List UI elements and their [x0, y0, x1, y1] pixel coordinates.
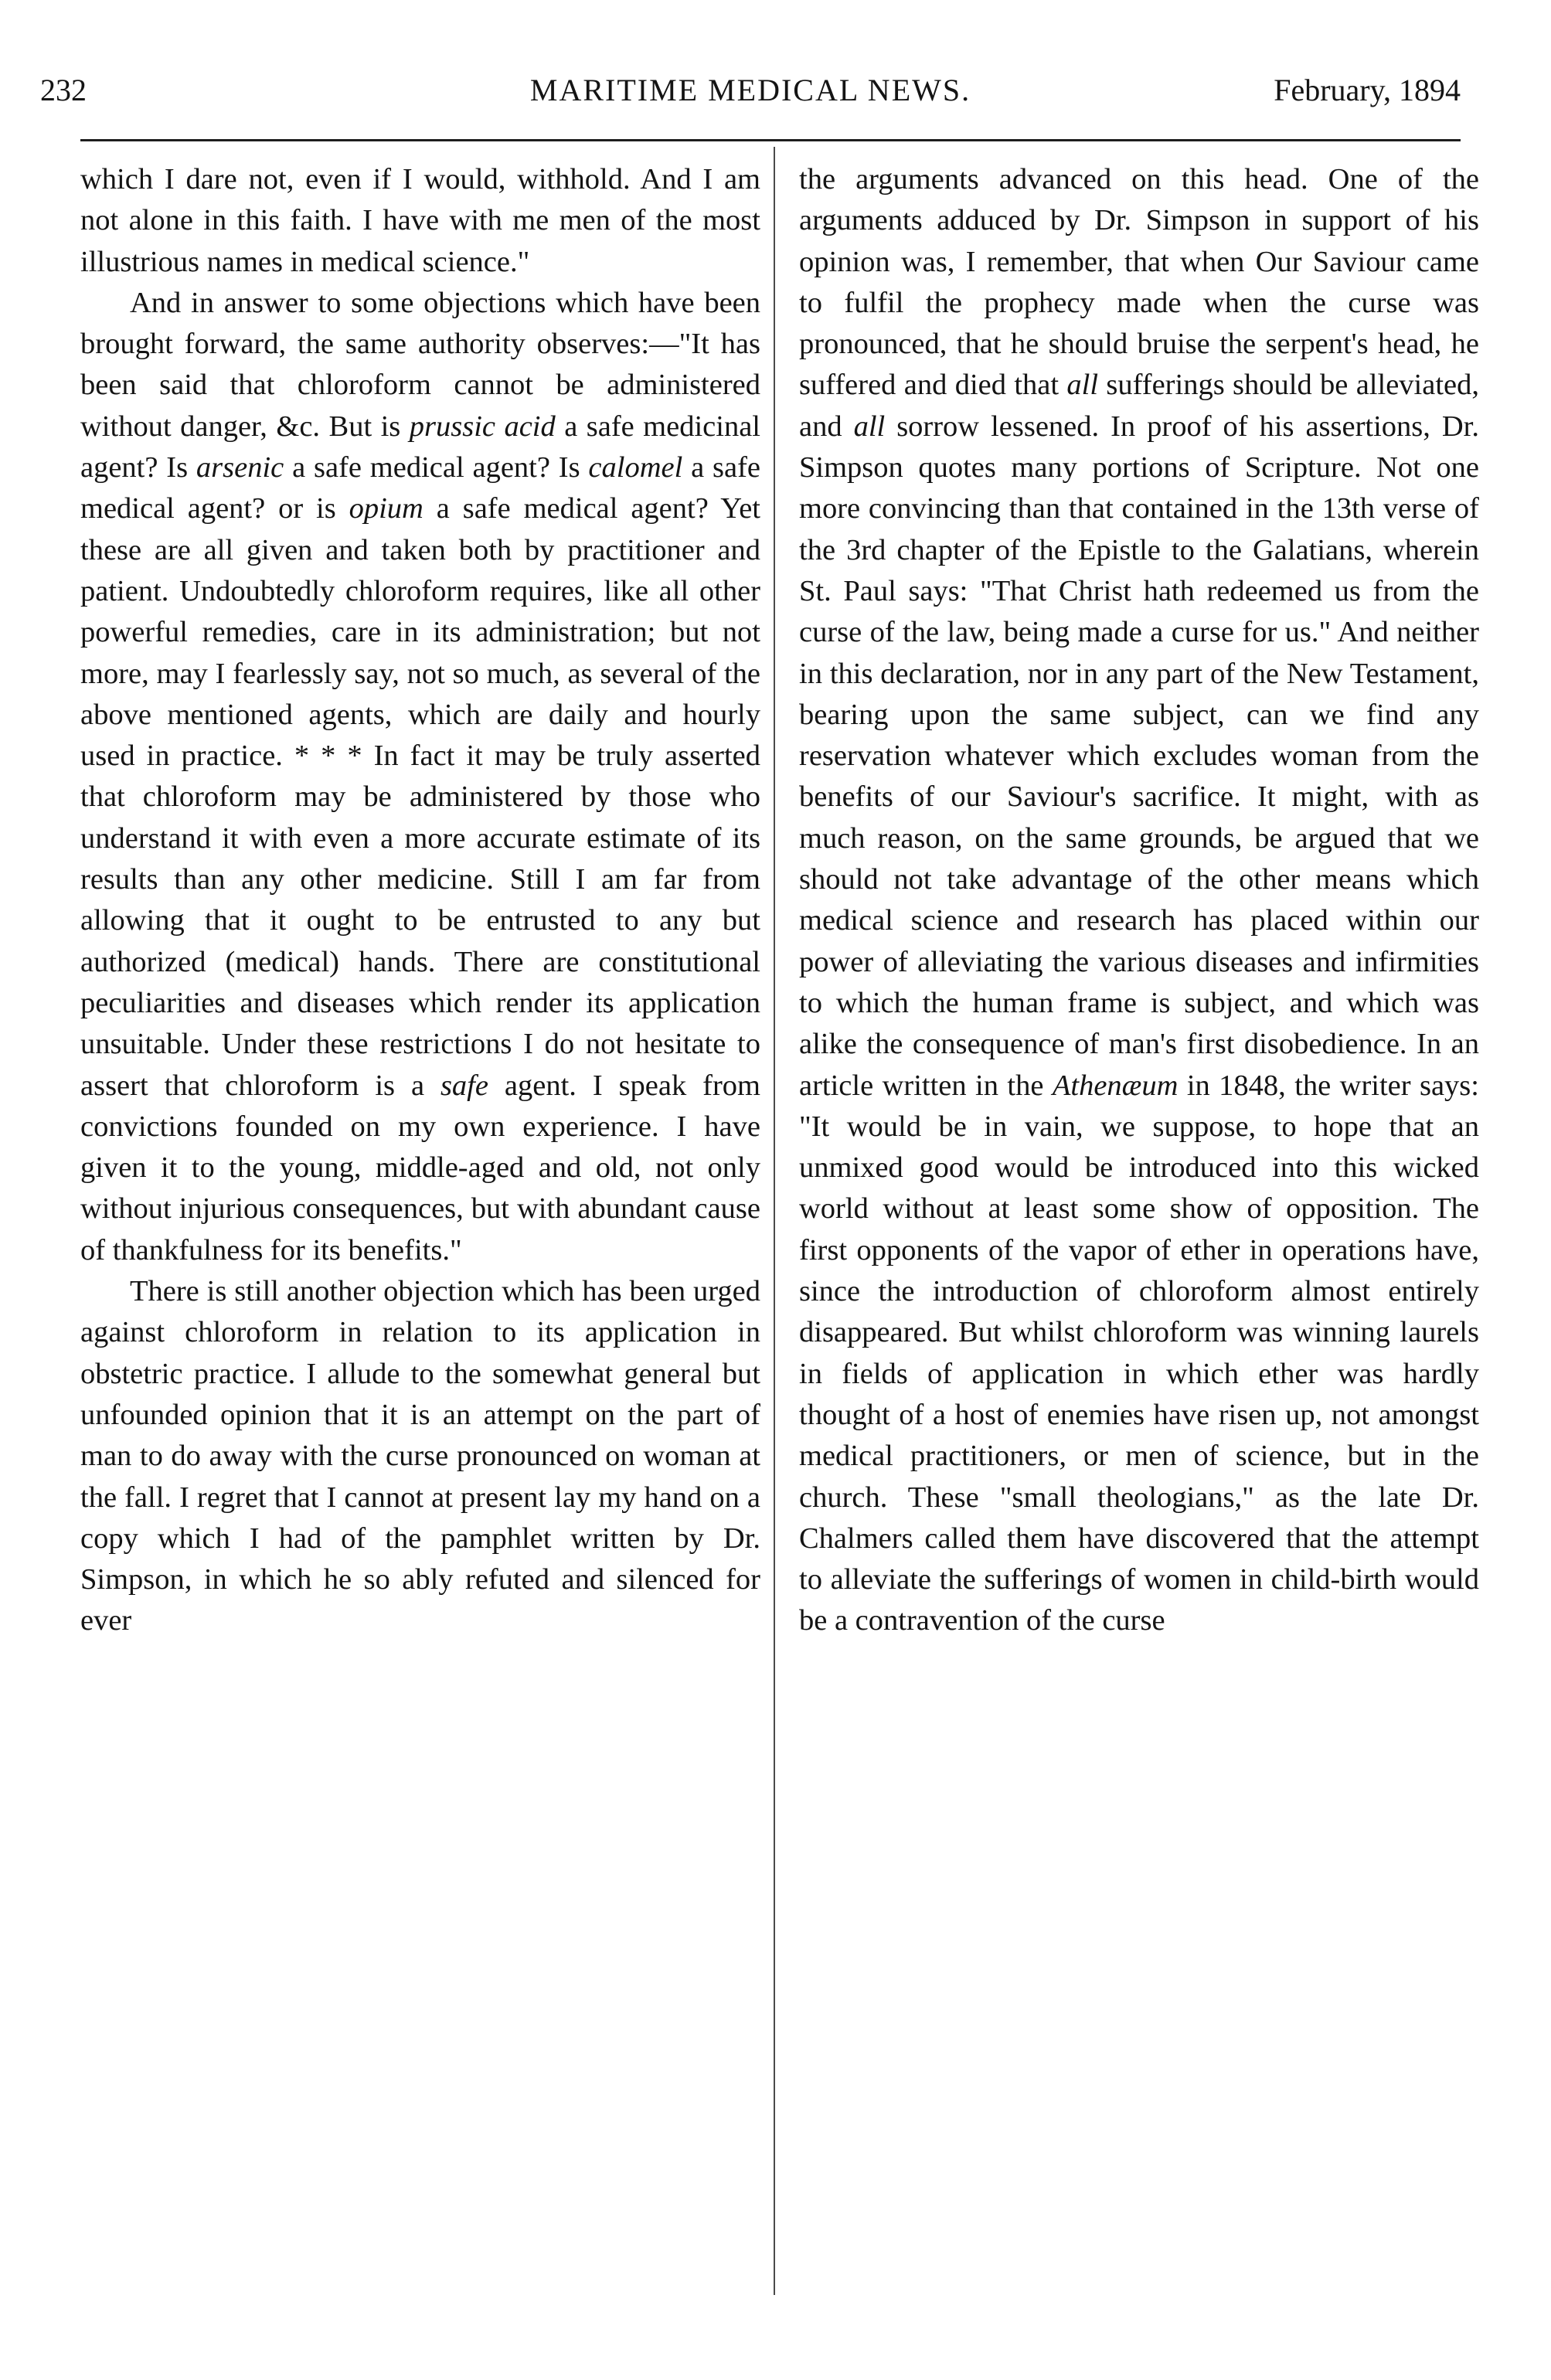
left-paragraph-2: [80, 283, 760, 1271]
column-divider: [774, 147, 775, 2295]
text-run: a safe medicinal agent? Is: [80, 410, 760, 484]
italic-term: safe: [440, 1069, 488, 1102]
text-run: in 1848, the writer says: "It would be in vain, we suppose, to hope that an unmixed good would be introduced into this wicked world without at least some show of opposition. The first opponents of the vapor of ether in operations have, since the introduction of chloroform almost entirely disappeared. But whilst chloroform was winning laurels in fields of application in which ether was hardly thought of a host of enemies have risen up, not amongst medical practitioners, or men of science, but in the church. These "small theologians," as the late Dr. Chalmers called them have discovered that the attempt to alleviate the sufferings of women in child-birth would be a contravention of the curse: [799, 1069, 1479, 1637]
left-paragraph-3: There is still another objection which has been urged against chloroform in relation to its application in obstetric practice. I allude to the somewhat general but unfounded opinion that it is an attempt on the part of man to do away with the curse pronounced on woman at the fall. I regret that I cannot at present lay my hand on a copy which I had of the pamphlet written by Dr. Simpson, in which he so ably refuted and silenced for ever: [80, 1275, 760, 1637]
left-paragraph-1: which I dare not, even if I would, withhold. And I am not alone in this faith. I have with me men of the most illustrious names in medical science.": [80, 163, 760, 278]
page-number: 232: [40, 73, 87, 107]
issue-date: February, 1894: [1274, 73, 1461, 107]
text-run: sufferings should be alleviated, and: [799, 369, 1479, 443]
italic-term: calomel: [588, 451, 683, 484]
italic-term: opium: [349, 492, 423, 525]
italic-term: arsenic: [196, 451, 284, 484]
right-column: [799, 159, 1479, 1642]
left-column: [80, 159, 760, 1642]
italic-term: prussic acid: [409, 410, 556, 443]
text-run: sorrow lessened. In proof of his assertions, Dr. Simpson quotes many portions of Scripture. Not one more convincing than that contained in the 13th verse of the 3rd chapter of the Epistle to the Galatians, wherein St. Paul says: "That Christ hath redeemed us from the curse of the law, being made a curse for us." And neither in this declaration, nor in any part of the New Testament, bearing upon the same subject, can we find any reservation whatever which excludes woman from the benefits of our Saviour's sacrifice. It might, with as much reason, on the same grounds, be argued that we should not take advantage of the other means which medical science and research has placed within our power of alleviating the various diseases and infirmities to which the human frame is subject, and which was alike the consequence of man's first disobedience. In an article written in the: [799, 410, 1479, 1102]
header-rule: [80, 139, 1461, 141]
text-run: And in answer to some objections which have been brought forward, the same authority observes:—"It has been said that chloroform cannot be administered without danger, &c. But is: [80, 286, 760, 443]
text-run: a safe medical agent? Is: [284, 451, 589, 484]
italic-term: all: [1066, 369, 1099, 402]
text-run: agent. I speak from convictions founded on my own experience. I have given it to the young, middle-aged and old, not only without injurious consequences, but with abundant cause of thankfulness for its benefits.": [80, 1069, 760, 1266]
italic-term: Athenæum: [1052, 1069, 1179, 1102]
text-run: the arguments advanced on this head. One of the arguments adduced by Dr. Simpson in support of his opinion was, I remember, that when Our Saviour came to fulfil the prophecy made when the curse was pronounced, that he should bruise the serpent's head, he suffered and died that: [799, 163, 1479, 402]
right-paragraph-1: [799, 159, 1479, 1642]
journal-title: MARITIME MEDICAL NEWS.: [529, 73, 971, 107]
text-run: a safe medical agent? or is: [80, 451, 760, 525]
italic-term: all: [853, 410, 886, 443]
text-run: a safe medical agent? Yet these are all given and taken both by practitioner and patient. Undoubtedly chloroform requires, like all other powerful remedies, care in its administration; but not more, may I fearlessly say, not so much, as several of the above mentioned agents, which are daily and hourly used in practice. * * * In fact it may be truly asserted that chloroform may be administered by those who understand it with even a more accurate estimate of its results than any other medicine. Still I am far from allowing that it ought to be entrusted to any but authorized (medical) hands. There are constitutional peculiarities and diseases which render its application unsuitable. Under these restrictions I do not hesitate to assert that chloroform is a: [80, 492, 760, 1102]
running-header: [40, 66, 1461, 114]
